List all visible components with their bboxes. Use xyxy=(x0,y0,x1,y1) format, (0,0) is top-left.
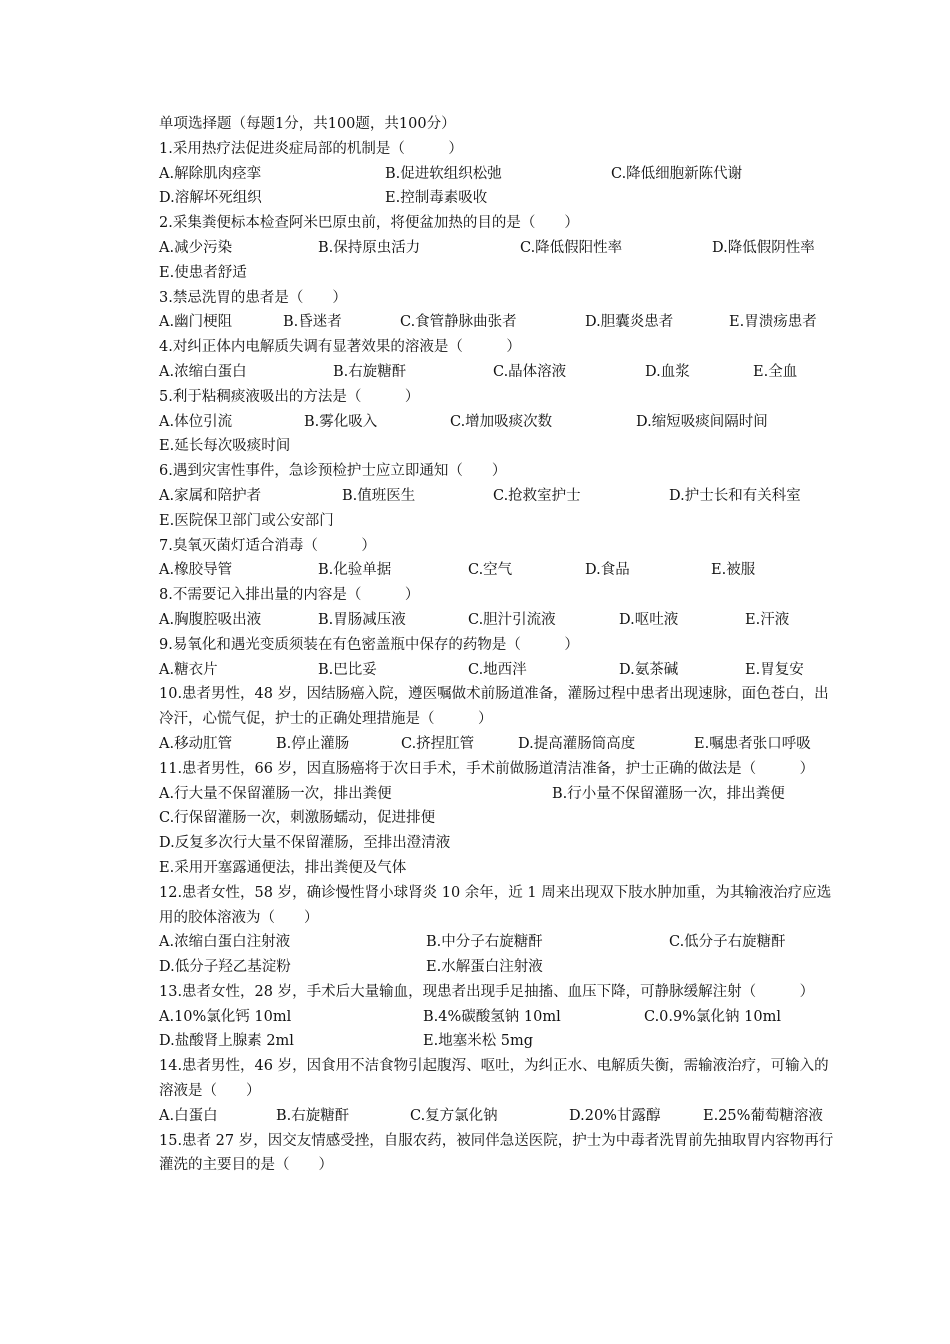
answer-option: B.4%碳酸氢钠 10ml xyxy=(423,1008,561,1025)
answer-option: D.降低假阴性率 xyxy=(712,239,815,256)
option-row xyxy=(159,360,839,385)
answer-option: C.挤捏肛管 xyxy=(401,735,475,752)
answer-option: E.使患者舒适 xyxy=(159,264,247,281)
answer-option: C.0.9%氯化钠 10ml xyxy=(644,1008,781,1025)
answer-option: C.增加吸痰次数 xyxy=(450,413,553,430)
answer-option: D.血浆 xyxy=(645,363,690,380)
option-row xyxy=(159,261,839,286)
answer-option: A.体位引流 xyxy=(159,413,233,430)
section-title: 单项选择题（每题1分，共100题，共100分） xyxy=(159,116,456,132)
answer-option: B.行小量不保留灌肠一次，排出粪便 xyxy=(552,785,785,802)
answer-option: D.呕吐液 xyxy=(619,611,679,628)
question-list xyxy=(159,137,839,1178)
answer-option: A.浓缩白蛋白注射液 xyxy=(159,934,291,951)
option-row xyxy=(159,930,839,955)
answer-option: C.地西泮 xyxy=(468,661,527,678)
answer-option: D.胆囊炎患者 xyxy=(585,314,674,331)
option-row xyxy=(159,484,839,509)
answer-option: A.减少污染 xyxy=(159,239,233,256)
option-row xyxy=(159,1029,839,1054)
option-row xyxy=(159,608,839,633)
option-row xyxy=(159,558,839,583)
answer-option: E.嘱患者张口呼吸 xyxy=(694,735,811,752)
option-row xyxy=(159,732,839,757)
answer-option: A.白蛋白 xyxy=(159,1107,218,1124)
answer-option: C.降低细胞新陈代谢 xyxy=(611,165,743,182)
question-stem: 11.患者男性，66 岁，因直肠癌将于次日手术，手术前做肠道清洁准备，护士正确的做法是（ ） xyxy=(159,760,815,777)
answer-option: B.胃肠减压液 xyxy=(318,611,406,628)
option-row xyxy=(159,310,839,335)
answer-option: B.巴比妥 xyxy=(318,661,377,678)
answer-option: D.提高灌肠筒高度 xyxy=(518,735,636,752)
question-stem: 3.禁忌洗胃的患者是（ ） xyxy=(159,289,347,306)
answer-option: C.低分子右旋糖酐 xyxy=(669,934,786,951)
option-row xyxy=(159,509,839,534)
option-row xyxy=(159,1005,839,1030)
question-stem: 6.遇到灾害性事件，急诊预检护士应立即通知（ ） xyxy=(159,463,507,480)
answer-option: E.医院保卫部门或公安部门 xyxy=(159,512,334,529)
answer-option: B.雾化吸入 xyxy=(304,413,378,430)
answer-option: D.食品 xyxy=(585,562,630,579)
answer-option: C.抢救室护士 xyxy=(493,487,581,504)
answer-option: A.幽门梗阻 xyxy=(159,314,233,331)
option-row xyxy=(159,782,839,807)
answer-option: B.值班医生 xyxy=(342,487,416,504)
option-row xyxy=(159,955,839,980)
question-stem: 14.患者男性，46 岁，因食用不洁食物引起腹泻、呕吐，为纠正水、电解质失衡，需输液治疗，可输入的溶液是（ ） xyxy=(159,1058,829,1100)
answer-option: B.右旋糖酐 xyxy=(276,1107,350,1124)
option-row xyxy=(159,856,839,881)
option-row xyxy=(159,806,839,831)
question-stem: 5.利于粘稠痰液吸出的方法是（ ） xyxy=(159,388,420,405)
option-row xyxy=(159,434,839,459)
question-stem: 1.采用热疗法促进炎症局部的机制是（ ） xyxy=(159,140,463,157)
question-stem: 2.采集粪便标本检查阿米巴原虫前，将便盆加热的目的是（ ） xyxy=(159,215,579,232)
answer-option: A.橡胶导管 xyxy=(159,562,233,579)
option-row xyxy=(159,658,839,683)
answer-option: A.移动肛管 xyxy=(159,735,233,752)
option-row xyxy=(159,1104,839,1129)
answer-option: D.低分子羟乙基淀粉 xyxy=(159,959,291,976)
answer-option: A.浓缩白蛋白 xyxy=(159,363,247,380)
answer-option: D.反复多次行大量不保留灌肠，至排出澄清液 xyxy=(159,835,451,852)
answer-option: E.水解蛋白注射液 xyxy=(426,959,543,976)
answer-option: E.采用开塞露通便法，排出粪便及气体 xyxy=(159,859,407,876)
option-row xyxy=(159,236,839,261)
question-stem: 9.易氧化和遇光变质须装在有色密盖瓶中保存的药物是（ ） xyxy=(159,636,579,653)
answer-option: B.中分子右旋糖酐 xyxy=(426,934,543,951)
answer-option: A.糖衣片 xyxy=(159,661,218,678)
answer-option: D.氨茶碱 xyxy=(619,661,679,678)
answer-option: C.胆汁引流液 xyxy=(468,611,556,628)
option-row xyxy=(159,162,839,187)
answer-option: E.全血 xyxy=(753,363,798,380)
answer-option: D.缩短吸痰间隔时间 xyxy=(636,413,768,430)
question-stem: 12.患者女性，58 岁，确诊慢性肾小球肾炎 10 余年，近 1 周来出现双下肢水肿加重，为其输液治疗应选用的胶体溶液为（ ） xyxy=(159,884,832,926)
answer-option: E.胃溃疡患者 xyxy=(729,314,817,331)
answer-option: E.控制毒素吸收 xyxy=(385,190,488,207)
question-stem: 7.臭氧灭菌灯适合消毒（ ） xyxy=(159,537,376,554)
answer-option: E.汗液 xyxy=(745,611,790,628)
answer-option: B.停止灌肠 xyxy=(276,735,350,752)
answer-option: B.化验单据 xyxy=(318,562,392,579)
answer-option: C.行保留灌肠一次，刺激肠蠕动，促进排便 xyxy=(159,810,436,827)
answer-option: E.延长每次吸痰时间 xyxy=(159,438,291,455)
answer-option: A.胸腹腔吸出液 xyxy=(159,611,262,628)
option-row xyxy=(159,831,839,856)
answer-option: D.20%甘露醇 xyxy=(569,1107,661,1124)
answer-option: C.降低假阳性率 xyxy=(520,239,623,256)
question-stem: 13.患者女性，28 岁，手术后大量输血，现患者出现手足抽搐、血压下降，可静脉缓解注射（ ） xyxy=(159,983,815,1000)
answer-option: B.保持原虫活力 xyxy=(318,239,421,256)
question-stem: 8.不需要记入排出量的内容是（ ） xyxy=(159,587,420,604)
answer-option: D.盐酸肾上腺素 2ml xyxy=(159,1033,294,1050)
answer-option: E.胃复安 xyxy=(745,661,804,678)
answer-option: B.促进软组织松弛 xyxy=(385,165,502,182)
answer-option: E.被服 xyxy=(711,562,756,579)
answer-option: C.晶体溶液 xyxy=(493,363,567,380)
answer-option: A.10%氯化钙 10ml xyxy=(159,1008,292,1025)
answer-option: D.溶解坏死组织 xyxy=(159,190,262,207)
answer-option: A.行大量不保留灌肠一次，排出粪便 xyxy=(159,785,392,802)
question-stem: 4.对纠正体内电解质失调有显著效果的溶液是（ ） xyxy=(159,339,521,356)
question-stem: 10.患者男性，48 岁，因结肠癌入院，遵医嘱做术前肠道准备，灌肠过程中患者出现速脉，面色苍白，出冷汗，心慌气促，护士的正确处理措施是（ ） xyxy=(159,686,829,728)
answer-option: D.护士长和有关科室 xyxy=(669,487,801,504)
question-stem: 15.患者 27 岁，因交友情感受挫，自服农药，被同伴急送医院，护士为中毒者洗胃前先抽取胃内容物再行灌洗的主要目的是（ ） xyxy=(159,1132,834,1174)
answer-option: A.解除肌肉痉挛 xyxy=(159,165,262,182)
answer-option: C.复方氯化钠 xyxy=(410,1107,498,1124)
answer-option: A.家属和陪护者 xyxy=(159,487,262,504)
answer-option: E.25%葡萄糖溶液 xyxy=(703,1107,823,1124)
answer-option: B.右旋糖酐 xyxy=(333,363,407,380)
answer-option: E.地塞米松 5mg xyxy=(423,1033,534,1050)
answer-option: C.空气 xyxy=(468,562,513,579)
exam-document xyxy=(159,112,839,1178)
option-row xyxy=(159,186,839,211)
answer-option: C.食管静脉曲张者 xyxy=(400,314,517,331)
option-row xyxy=(159,410,839,435)
answer-option: B.昏迷者 xyxy=(283,314,342,331)
